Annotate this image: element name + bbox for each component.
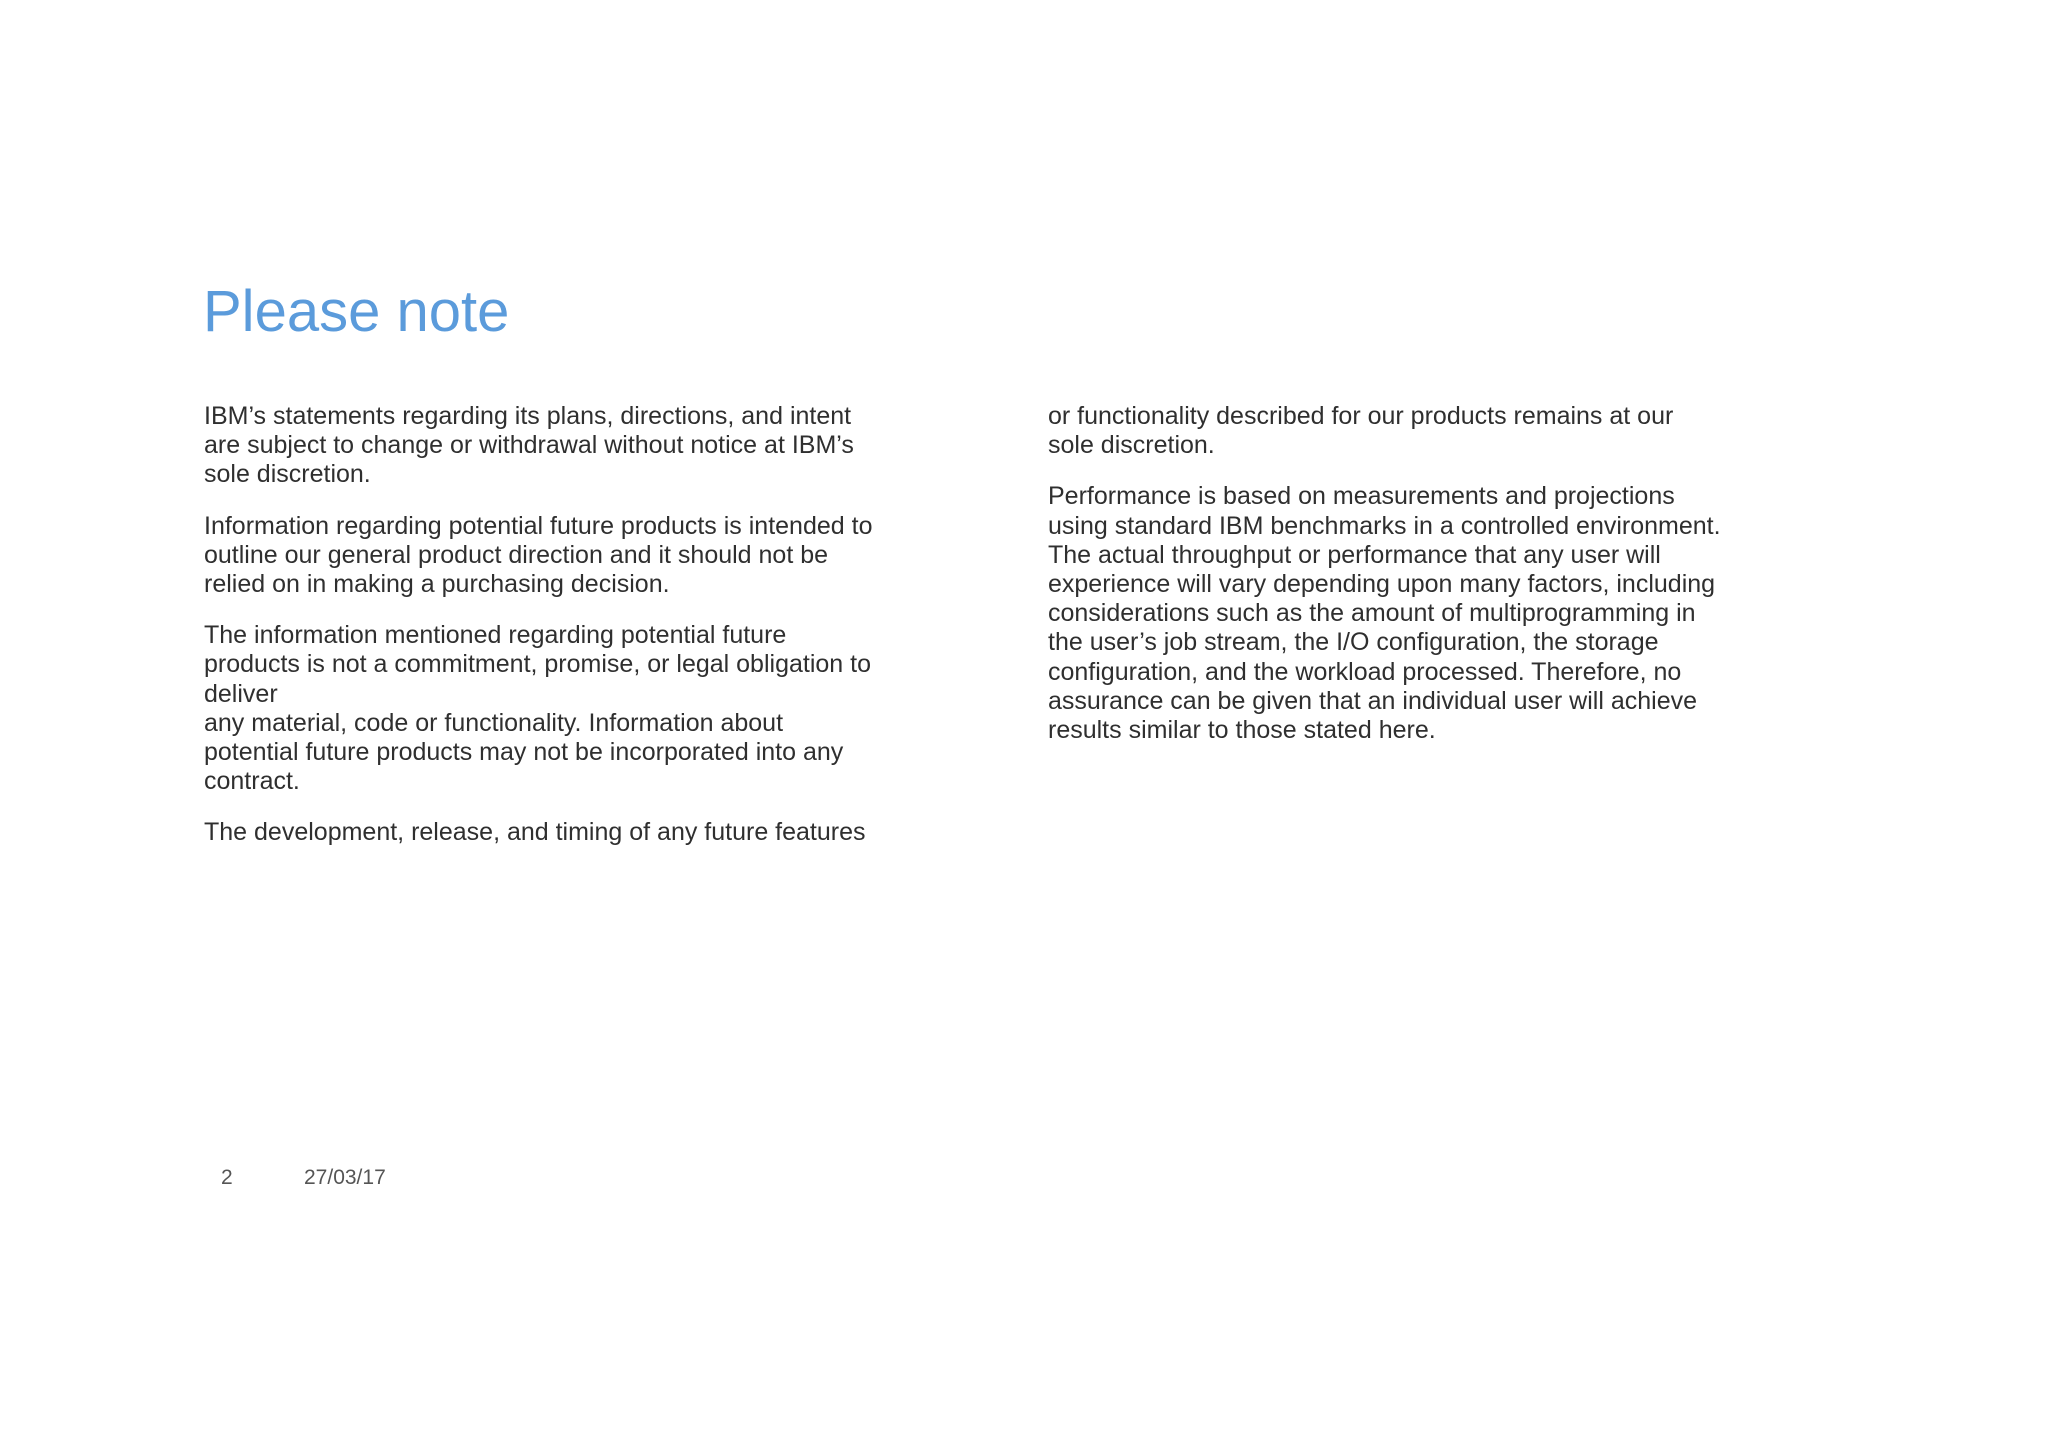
slide-title: Please note bbox=[203, 279, 510, 344]
paragraph: or functionality described for our products remains at our sole discretion. bbox=[1048, 402, 1674, 460]
paragraph: Performance is based on measurements and projections using standard IBM benchmarks in a controlled environment. The actual throughput or performance that any user will experience will vary depending upon many factors, including considerations such as the amount of multiprogramming in the user’s job stream, the I/O configuration, the storage configuration, and the workload processed. Therefore, no assurance can be given that an individual user will achieve results similar to those stated here. bbox=[1048, 482, 1721, 745]
footer-date: 27/03/17 bbox=[304, 1166, 386, 1189]
paragraph: IBM’s statements regarding its plans, directions, and intent are subject to change or withdrawal without notice at IBM’s sole discretion. bbox=[204, 402, 854, 489]
paragraph: The information mentioned regarding potential future products is not a commitment, promise, or legal obligation to deliver any material, code or functionality. Information about potential future products may not be incorporated into any contract. bbox=[204, 621, 871, 796]
paragraph: Information regarding potential future products is intended to outline our general product direction and it should not be relied on in making a purchasing decision. bbox=[204, 511, 873, 599]
left-text-column bbox=[204, 402, 924, 870]
page-number: 2 bbox=[221, 1166, 233, 1189]
right-text-column bbox=[1048, 402, 1768, 767]
paragraph: The development, release, and timing of any future features bbox=[204, 818, 866, 847]
